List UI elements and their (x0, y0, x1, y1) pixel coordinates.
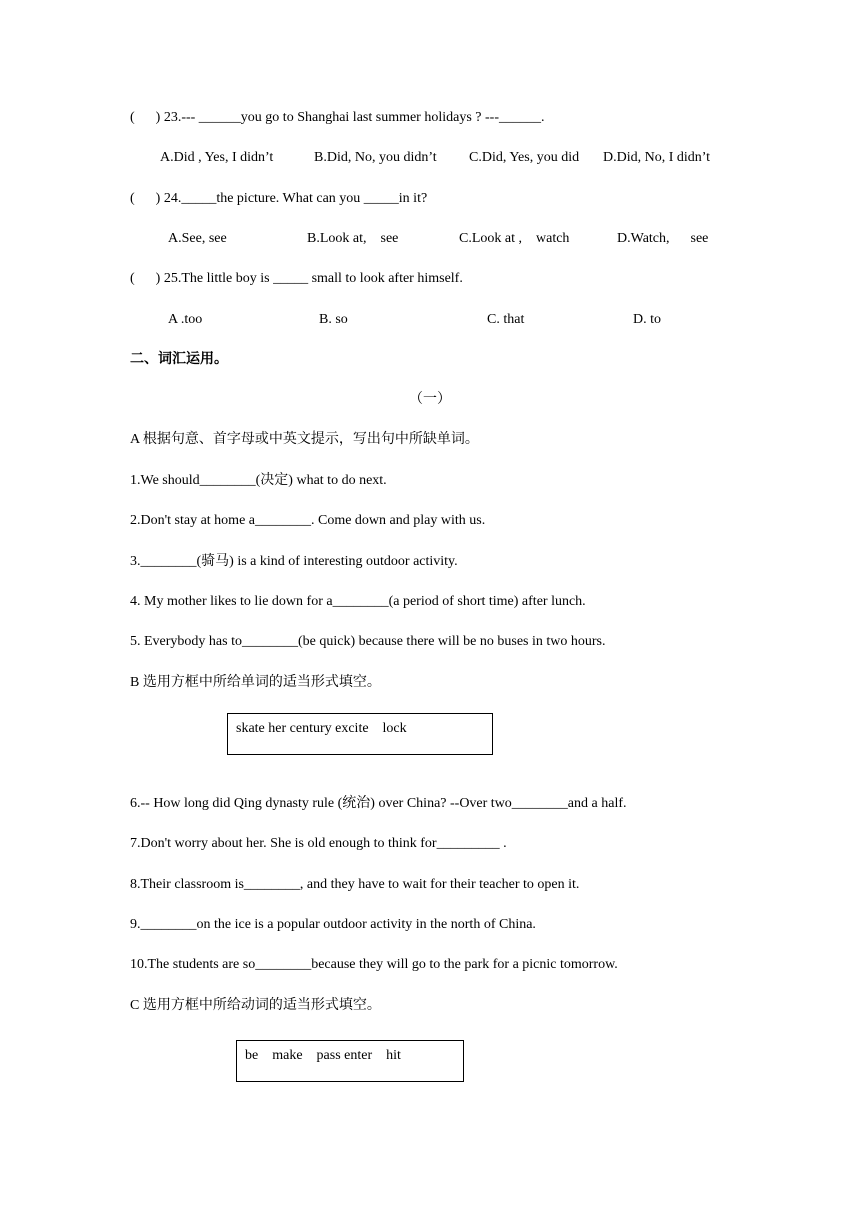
part-b-item-8: 8.Their classroom is________, and they have to wait for their teacher to open it. (130, 877, 580, 892)
q25-option-a: A .too (168, 312, 203, 327)
part-a-item-4: 4. My mother likes to lie down for a________(a period of short time) after lunch. (130, 594, 586, 609)
part-b-item-9: 9.________on the ice is a popular outdoor activity in the north of China. (130, 917, 536, 932)
part-a-item-3: 3.________(骑马) is a kind of interesting outdoor activity. (130, 554, 458, 569)
question-24: ( ) 24._____the picture. What can you _____in it? (130, 191, 428, 206)
part-b-item-10: 10.The students are so________because they will go to the park for a picnic tomorrow. (130, 957, 618, 972)
q23-option-c: C.Did, Yes, you did (469, 150, 580, 165)
part-b-word-list: skate her century excite lock (236, 721, 407, 736)
question-23: ( ) 23.--- ______you go to Shanghai last summer holidays ? ---______. (130, 110, 545, 125)
part-b-word-box (227, 713, 493, 755)
part-a-item-5: 5. Everybody has to________(be quick) because there will be no buses in two hours. (130, 634, 606, 649)
q25-option-d: D. to (633, 312, 661, 327)
q23-option-d: D.Did, No, I didn’t (603, 150, 711, 165)
part-a-item-1: 1.We should________(决定) what to do next. (130, 473, 387, 488)
q23-option-b: B.Did, No, you didn’t (314, 150, 437, 165)
q25-option-c: C. that (487, 312, 525, 327)
part-c-word-box (236, 1040, 464, 1082)
part-c-instruction: C 选用方框中所给动词的适当形式填空。 (130, 998, 381, 1013)
part-b-item-6: 6.-- How long did Qing dynasty rule (统治) over China? --Over two________and a half. (130, 796, 627, 811)
question-25: ( ) 25.The little boy is _____ small to look after himself. (130, 271, 463, 286)
q24-option-b: B.Look at, see (307, 231, 399, 246)
part-a-instruction: A 根据句意、首字母或中英文提示，写出句中所缺单词。 (130, 432, 479, 447)
q24-option-c: C.Look at , watch (459, 231, 570, 246)
part-b-instruction: B 选用方框中所给单词的适当形式填空。 (130, 675, 381, 690)
part-title: （一） (409, 392, 451, 407)
part-b-item-7: 7.Don't worry about her. She is old enough to think for_________ . (130, 836, 507, 851)
q24-option-a: A.See, see (168, 231, 227, 246)
part-c-word-list: be make pass enter hit (245, 1048, 401, 1063)
part-a-item-2: 2.Don't stay at home a________. Come down and play with us. (130, 513, 486, 528)
q25-option-b: B. so (319, 312, 348, 327)
q24-option-d: D.Watch, see (617, 231, 709, 246)
section-heading: 二、词汇运用。 (130, 352, 228, 367)
q23-option-a: A.Did , Yes, I didn’t (160, 150, 274, 165)
